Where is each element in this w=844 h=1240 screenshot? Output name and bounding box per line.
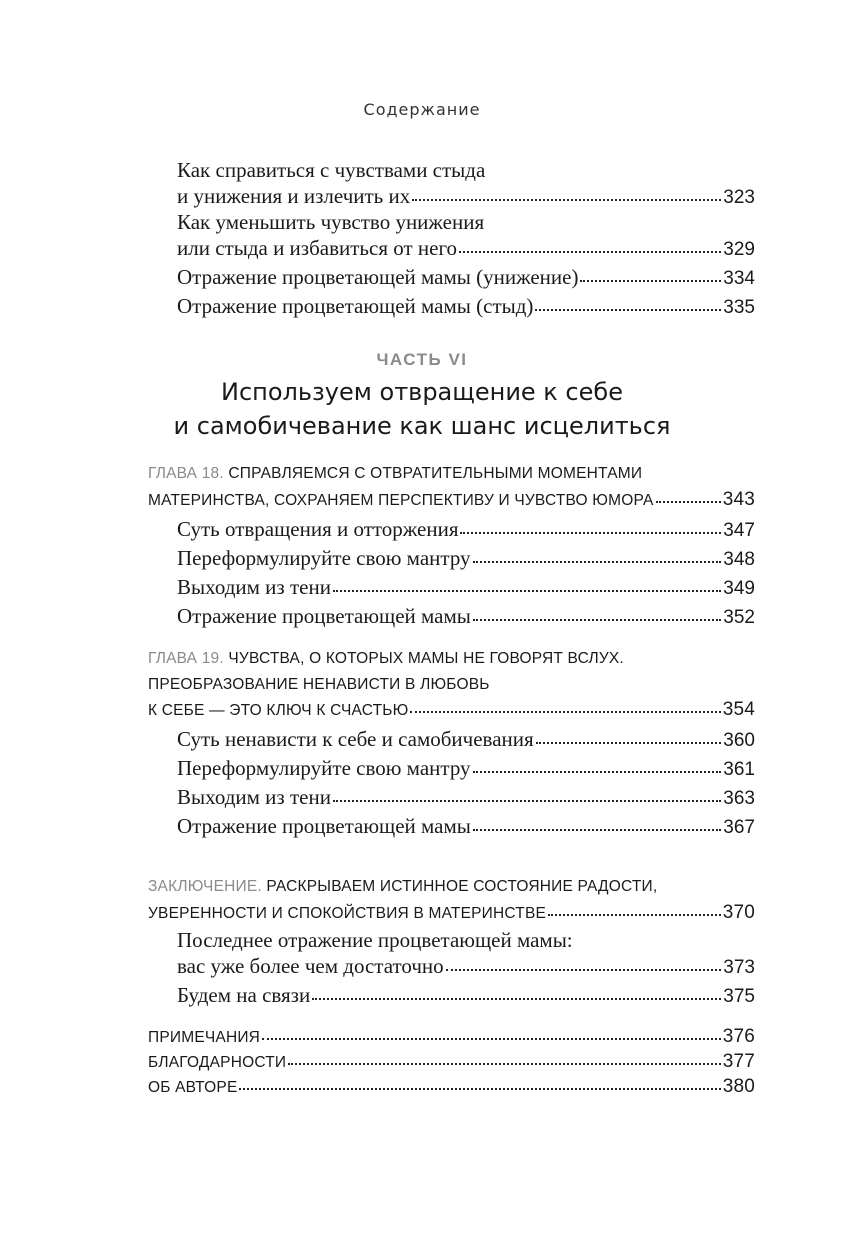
chapter-heading: К СЕБЕ — ЭТО КЛЮЧ К СЧАСТЬЮ 354 <box>148 697 755 724</box>
page-number: 343 <box>722 489 755 510</box>
dot-leader <box>656 491 721 503</box>
dot-leader <box>473 819 721 831</box>
back-matter-entry: БЛАГОДАРНОСТИ 377 <box>148 1049 755 1076</box>
toc-entry: Суть ненависти к себе и самобичевания 360 <box>177 726 755 754</box>
toc-entry-line: Как уменьшить чувство унижения <box>177 210 485 234</box>
dot-leader <box>333 790 721 802</box>
page-number: 361 <box>723 759 755 780</box>
page-number: 363 <box>723 788 755 809</box>
chapter-prefix: ГЛАВА 19. <box>148 650 224 667</box>
part-label: ЧАСТЬ VI <box>376 350 468 369</box>
back-matter-entry: ОБ АВТОРЕ 380 <box>148 1074 755 1101</box>
dot-leader <box>473 761 722 773</box>
dot-leader <box>473 609 721 621</box>
page-number: 347 <box>723 520 755 541</box>
dot-leader <box>410 701 720 713</box>
dot-leader <box>239 1078 720 1090</box>
toc-entry: Переформулируйте свою мантру 348 <box>177 545 755 573</box>
page-number: 375 <box>723 986 755 1007</box>
toc-entry-line: Последнее отражение процветающей мамы: <box>177 928 573 952</box>
chapter-heading: ГЛАВА 19. ЧУВСТВА, О КОТОРЫХ МАМЫ НЕ ГОВОРЯТ ВСЛУХ. <box>148 646 624 672</box>
toc-entry: Отражение процветающей мамы 367 <box>177 813 755 841</box>
back-matter-entry: ПРИМЕЧАНИЯ 376 <box>148 1024 755 1051</box>
page-number: 373 <box>723 957 755 978</box>
page-number: 376 <box>722 1026 755 1047</box>
page-number: 377 <box>722 1051 755 1072</box>
dot-leader <box>548 904 721 916</box>
page-number: 352 <box>723 607 755 628</box>
dot-leader <box>312 988 721 1000</box>
toc-entry: и унижения и излечить их 323 <box>177 183 755 211</box>
page-number: 329 <box>723 239 755 260</box>
toc-entry: Отражение процветающей мамы (унижение) 334 <box>177 264 755 292</box>
chapter-prefix: ЗАКЛЮЧЕНИЕ. <box>148 878 262 895</box>
toc-entry: вас уже более чем достаточно 373 <box>177 953 755 981</box>
toc-entry: Выходим из тени 349 <box>177 574 755 602</box>
part-title-line: Используем отвращение к себе <box>221 378 623 406</box>
chapter-heading: ЗАКЛЮЧЕНИЕ. РАСКРЫВАЕМ ИСТИННОЕ СОСТОЯНИЕ РАДОСТИ, <box>148 874 657 900</box>
dot-leader <box>473 551 722 563</box>
dot-leader <box>446 959 722 971</box>
dot-leader <box>333 580 721 592</box>
dot-leader <box>288 1053 720 1065</box>
dot-leader <box>262 1028 721 1040</box>
page-number: 334 <box>723 268 755 289</box>
toc-entry: Будем на связи 375 <box>177 982 755 1010</box>
dot-leader <box>536 732 722 744</box>
page-number: 354 <box>722 699 755 720</box>
dot-leader <box>460 522 721 534</box>
dot-leader <box>535 299 721 311</box>
page-number: 349 <box>723 578 755 599</box>
part-title-line: и самобичевание как шанс исцелиться <box>173 412 671 440</box>
dot-leader <box>459 241 721 253</box>
toc-entry: Отражение процветающей мамы (стыд) 335 <box>177 293 755 321</box>
chapter-heading: ГЛАВА 18. СПРАВЛЯЕМСЯ С ОТВРАТИТЕЛЬНЫМИ МОМЕНТАМИ <box>148 461 642 487</box>
toc-entry: Выходим из тени 363 <box>177 784 755 812</box>
page-number: 367 <box>723 817 755 838</box>
running-head: Содержание <box>363 100 481 119</box>
chapter-prefix: ГЛАВА 18. <box>148 465 224 482</box>
chapter-heading: ПРЕОБРАЗОВАНИЕ НЕНАВИСТИ В ЛЮБОВЬ <box>148 676 490 693</box>
toc-entry-line: Как справиться с чувствами стыда <box>177 158 486 182</box>
dot-leader <box>580 270 721 282</box>
page-number: 370 <box>722 902 755 923</box>
chapter-heading: УВЕРЕННОСТИ И СПОКОЙСТВИЯ В МАТЕРИНСТВЕ 370 <box>148 900 755 927</box>
page-number: 335 <box>723 297 755 318</box>
dot-leader <box>412 189 721 201</box>
toc-entry: Переформулируйте свою мантру 361 <box>177 755 755 783</box>
toc-entry: Отражение процветающей мамы 352 <box>177 603 755 631</box>
page-number: 360 <box>723 730 755 751</box>
chapter-heading: МАТЕРИНСТВА, СОХРАНЯЕМ ПЕРСПЕКТИВУ И ЧУВСТВО ЮМОРА 343 <box>148 487 755 514</box>
page-number: 380 <box>722 1076 755 1097</box>
toc-entry: Суть отвращения и отторжения 347 <box>177 516 755 544</box>
page-number: 348 <box>723 549 755 570</box>
page-number: 323 <box>723 187 755 208</box>
toc-entry: или стыда и избавиться от него 329 <box>177 235 755 263</box>
